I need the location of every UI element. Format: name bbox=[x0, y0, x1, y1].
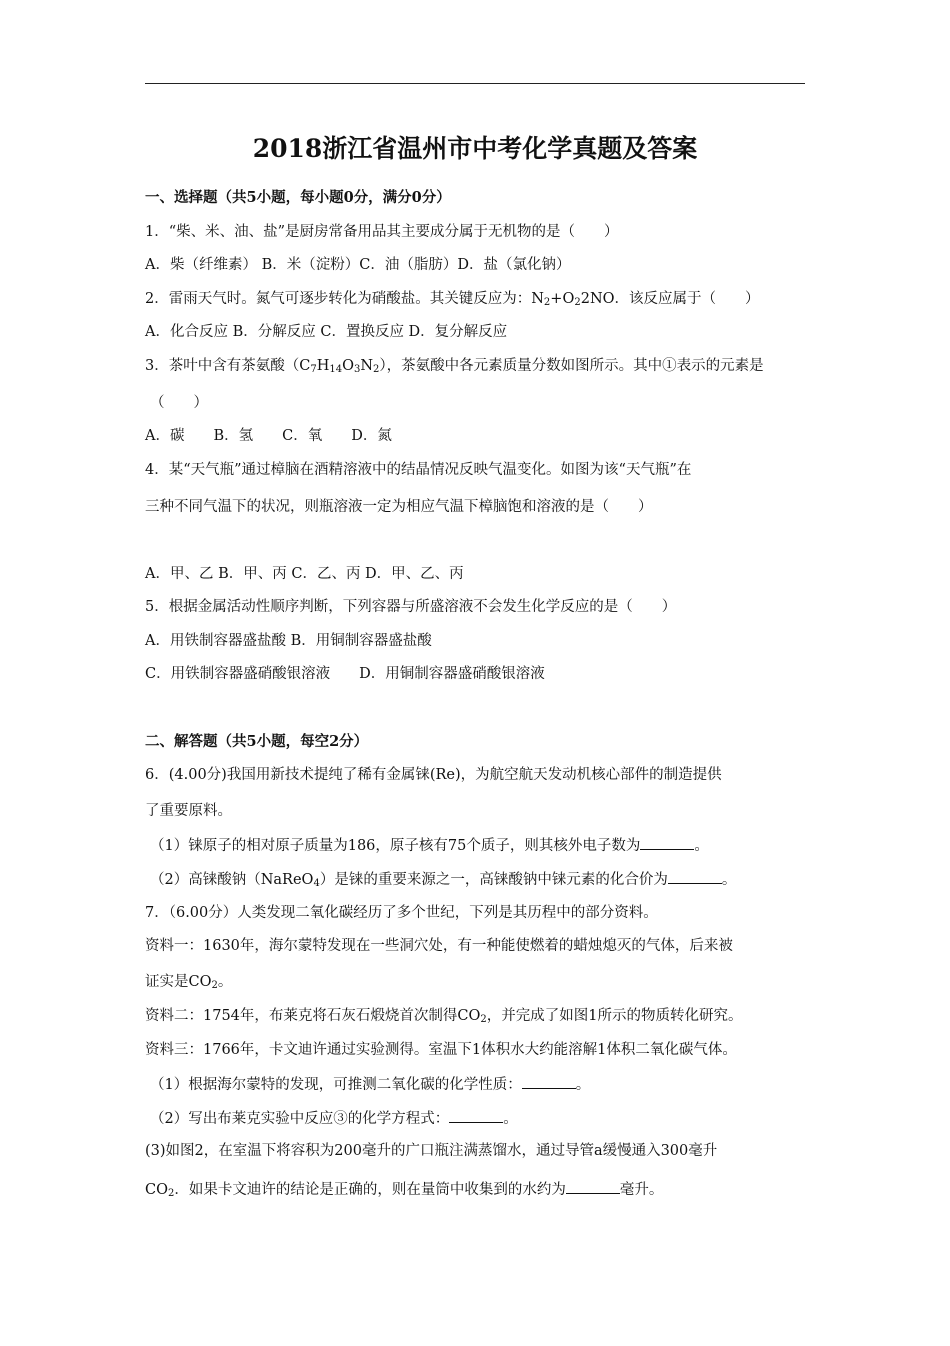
q7-subquestion-3-line1: (3)如图2，在室温下将容积为200毫升的广口瓶注满蒸馏水，通过导管a缓慢通入300毫升 bbox=[145, 1143, 718, 1159]
q6-subquestion-2: （2）高铼酸钠（NaReO$_4$）是铼的重要来源之一，高铼酸钠中铼元素的化合价为 。 bbox=[150, 869, 736, 890]
answer-blank bbox=[668, 869, 722, 884]
header-rule bbox=[145, 83, 805, 84]
q4-options: A．甲、乙 B．甲、丙 C．乙、丙 D．甲、乙、丙 bbox=[145, 566, 464, 582]
q3-stem: 3．茶叶中含有茶氨酸$(C_7H_{14}O_3N_2)$，茶氨酸中各元素质量分数如图所示。其中①表示的元素是 bbox=[145, 358, 764, 375]
q7-subquestion-2: （2）写出布莱克实验中反应③的化学方程式： 。 bbox=[150, 1108, 518, 1129]
q4-stem-line2: 三种不同气温下的状况，则瓶溶液一定为相应气温下樟脑饱和溶液的是（ ） bbox=[145, 499, 653, 515]
q7-subquestion-3-line2: $CO_2$．如果卡文迪许的结论是正确的，则在量筒中收集到的水约为 毫升。 bbox=[145, 1179, 663, 1200]
q7-subquestion-1: （1）根据海尔蒙特的发现，可推测二氧化碳的化学性质： 。 bbox=[150, 1074, 590, 1095]
section2-heading: 二、解答题（共5小题，每空2分） bbox=[145, 733, 369, 750]
answer-blank bbox=[640, 835, 694, 850]
q7-stem: 7．（6.00分）人类发现二氧化碳经历了多个世纪，下列是其历程中的部分资料。 bbox=[145, 905, 658, 921]
q5-stem: 5．根据金属活动性顺序判断，下列容器与所盛溶液不会发生化学反应的是（ ） bbox=[145, 599, 677, 615]
q3-options: A．碳 B．氢 C．氧 D．氮 bbox=[145, 428, 392, 444]
q7-info1-line2: 证实是$CO_2$。 bbox=[145, 974, 233, 991]
q2-stem: 2．雷雨天气时。氮气可逐步转化为硝酸盐。其关键反应为：$N_2+O_22NO$．该反应属于（ ） bbox=[145, 291, 760, 308]
q7-info2: 资料二：1754年，布莱克将石灰石煅烧首次制得$CO_2$，并完成了如图1所示的物质转化研究。 bbox=[145, 1008, 743, 1025]
q7-info3: 资料三：1766年，卡文迪许通过实验测得。室温下1体积水大约能溶解1体积二氧化碳气体。 bbox=[145, 1042, 737, 1058]
q7-info1-line1: 资料一：1630年，海尔蒙特发现在一些洞穴处，有一种能使燃着的蜡烛熄灭的气体，后来被 bbox=[145, 938, 733, 954]
q6-stem-line2: 了重要原料。 bbox=[145, 803, 232, 819]
q5-options-ab: A．用铁制容器盛盐酸 B．用铜制容器盛盐酸 bbox=[145, 633, 432, 649]
q5-options-cd: C．用铁制容器盛硝酸银溶液 D．用铜制容器盛硝酸银溶液 bbox=[145, 666, 545, 682]
q3-stem-continued: （ ） bbox=[150, 395, 208, 411]
section1-heading: 一、选择题（共5小题，每小题0分，满分0分） bbox=[145, 189, 451, 206]
document-title: 2018浙江省温州市中考化学真题及答案 bbox=[252, 134, 698, 163]
q1-options: A．柴（纤维素） B．米（淀粉）C．油（脂肪）D．盐（氯化钠） bbox=[145, 257, 571, 273]
q6-subquestion-1: （1）铼原子的相对原子质量为186，原子核有75个质子，则其核外电子数为 。 bbox=[150, 835, 709, 856]
answer-blank bbox=[566, 1179, 620, 1194]
q6-stem-line1: 6．(4.00分)我国用新技术提纯了稀有金属铼(Re)，为航空航天发动机核心部件的制造提供 bbox=[145, 767, 722, 783]
q1-stem: 1．“柴、米、油、盐”是厨房常备用品其主要成分属于无机物的是（ ） bbox=[145, 224, 619, 240]
q2-options: A．化合反应 B．分解反应 C．置换反应 D．复分解反应 bbox=[145, 324, 508, 340]
answer-blank bbox=[449, 1108, 503, 1123]
q4-stem-line1: 4．某“天气瓶”通过樟脑在酒精溶液中的结晶情况反映气温变化。如图为该“天气瓶”在 bbox=[145, 462, 692, 478]
answer-blank bbox=[522, 1074, 576, 1089]
